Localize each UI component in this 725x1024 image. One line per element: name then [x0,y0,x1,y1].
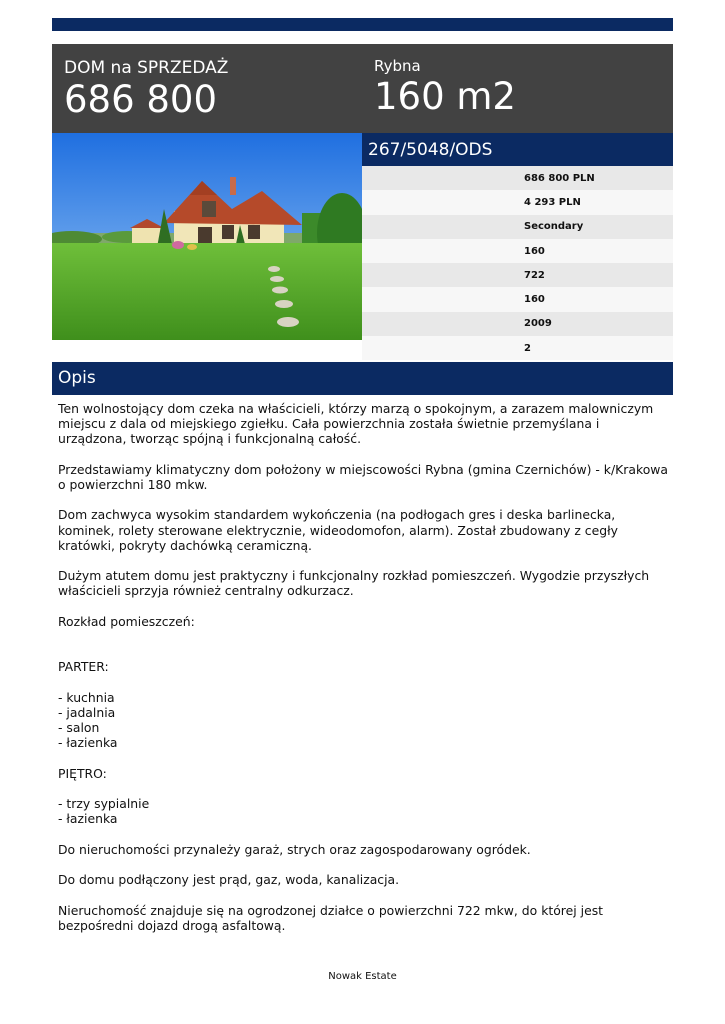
description-paragraph: Przedstawiamy klimatyczny dom położony w miejscowości Rybna (gmina Czernichów) - k/Krakowa o powierzchni 180 mkw. [58,461,669,492]
param-floors: 2 [362,336,673,360]
description-paragraph: Nieruchomość znajduje się na ogrodzonej działce o powierzchni 722 mkw, do której jest bezpośredni dojazd drogą asfaltową. [58,902,604,933]
param-price-per-m2: 4 293 PLN [362,190,673,214]
description-paragraph: Dużym atutem domu jest praktyczny i funkcjonalny rozkład pomieszczeń. Wygodzie przyszłych właścicieli sprzyja również centralny odkurzacz. [58,568,650,599]
description-paragraph [58,827,670,842]
description-paragraph: Dom zachwyca wysokim standardem wykończenia (na podłogach gres i deska barlinecka, kominek, rolety sterowane elektrycznie, wideodomofon, alarm). Został zbudowany z cegły kratówki, pokryty dachówką ceramiczną. [58,507,618,553]
param-price: 686 800 PLN [362,166,673,190]
description-paragraph: - trzy sypialnie [58,796,150,812]
listing-header [52,44,673,133]
description-paragraph [58,857,670,872]
description-paragraph [58,887,670,902]
param-plot-area: 722 [362,263,673,287]
description-paragraph: - jadalnia [58,704,116,720]
description-paragraph: Ten wolnostojący dom czeka na właścicieli, którzy marzą o spokojnym, a zarazem malowniczym miejscu z dala od miejskiego zgiełku. Cała powierzchnia została świetnie przemyślana i urządzona, tworząc spójną i funkcjonalną całość. [58,401,654,447]
description-paragraph: - łazienka [58,811,118,827]
footer-company: Nowak Estate [328,971,397,982]
description-paragraph [58,781,670,796]
description-paragraph: - kuchnia [58,689,115,705]
parameters-table [362,166,673,360]
description-heading: Opis [52,362,673,395]
description-paragraph: Do domu podłączony jest prąd, gaz, woda, kanalizacja. [58,872,400,888]
house-photo-illustration [52,133,362,340]
param-year-built: 2009 [362,312,673,336]
description-paragraph [58,447,670,462]
description-paragraph [58,599,670,614]
description-paragraph: Do nieruchomości przynależy garaż, strych oraz zagospodarowany ogródek. [58,841,531,857]
description-paragraph: Rozkład pomieszczeń: [58,613,195,629]
description-paragraph [58,553,670,568]
description-text [58,401,670,933]
description-paragraph [58,492,670,507]
description-paragraph [58,644,670,659]
reference-number: 267/5048/ODS [362,133,673,166]
description-paragraph: - łazienka [58,735,118,751]
top-accent-bar [52,18,673,31]
description-paragraph [58,675,670,690]
description-paragraph [58,629,670,644]
property-photo [52,133,362,340]
param-usable-area: 160 [362,287,673,311]
param-area: 160 [362,239,673,263]
description-paragraph: - salon [58,720,100,736]
city: Rybna [374,57,421,75]
description-paragraph: PIĘTRO: [58,765,107,781]
area: 160 m2 [374,75,516,118]
description-paragraph [58,751,670,766]
price: 686 800 [64,78,218,121]
description-paragraph: PARTER: [58,659,109,675]
param-market: Secondary [362,215,673,239]
property-type-label: DOM na SPRZEDAŻ [64,58,229,78]
